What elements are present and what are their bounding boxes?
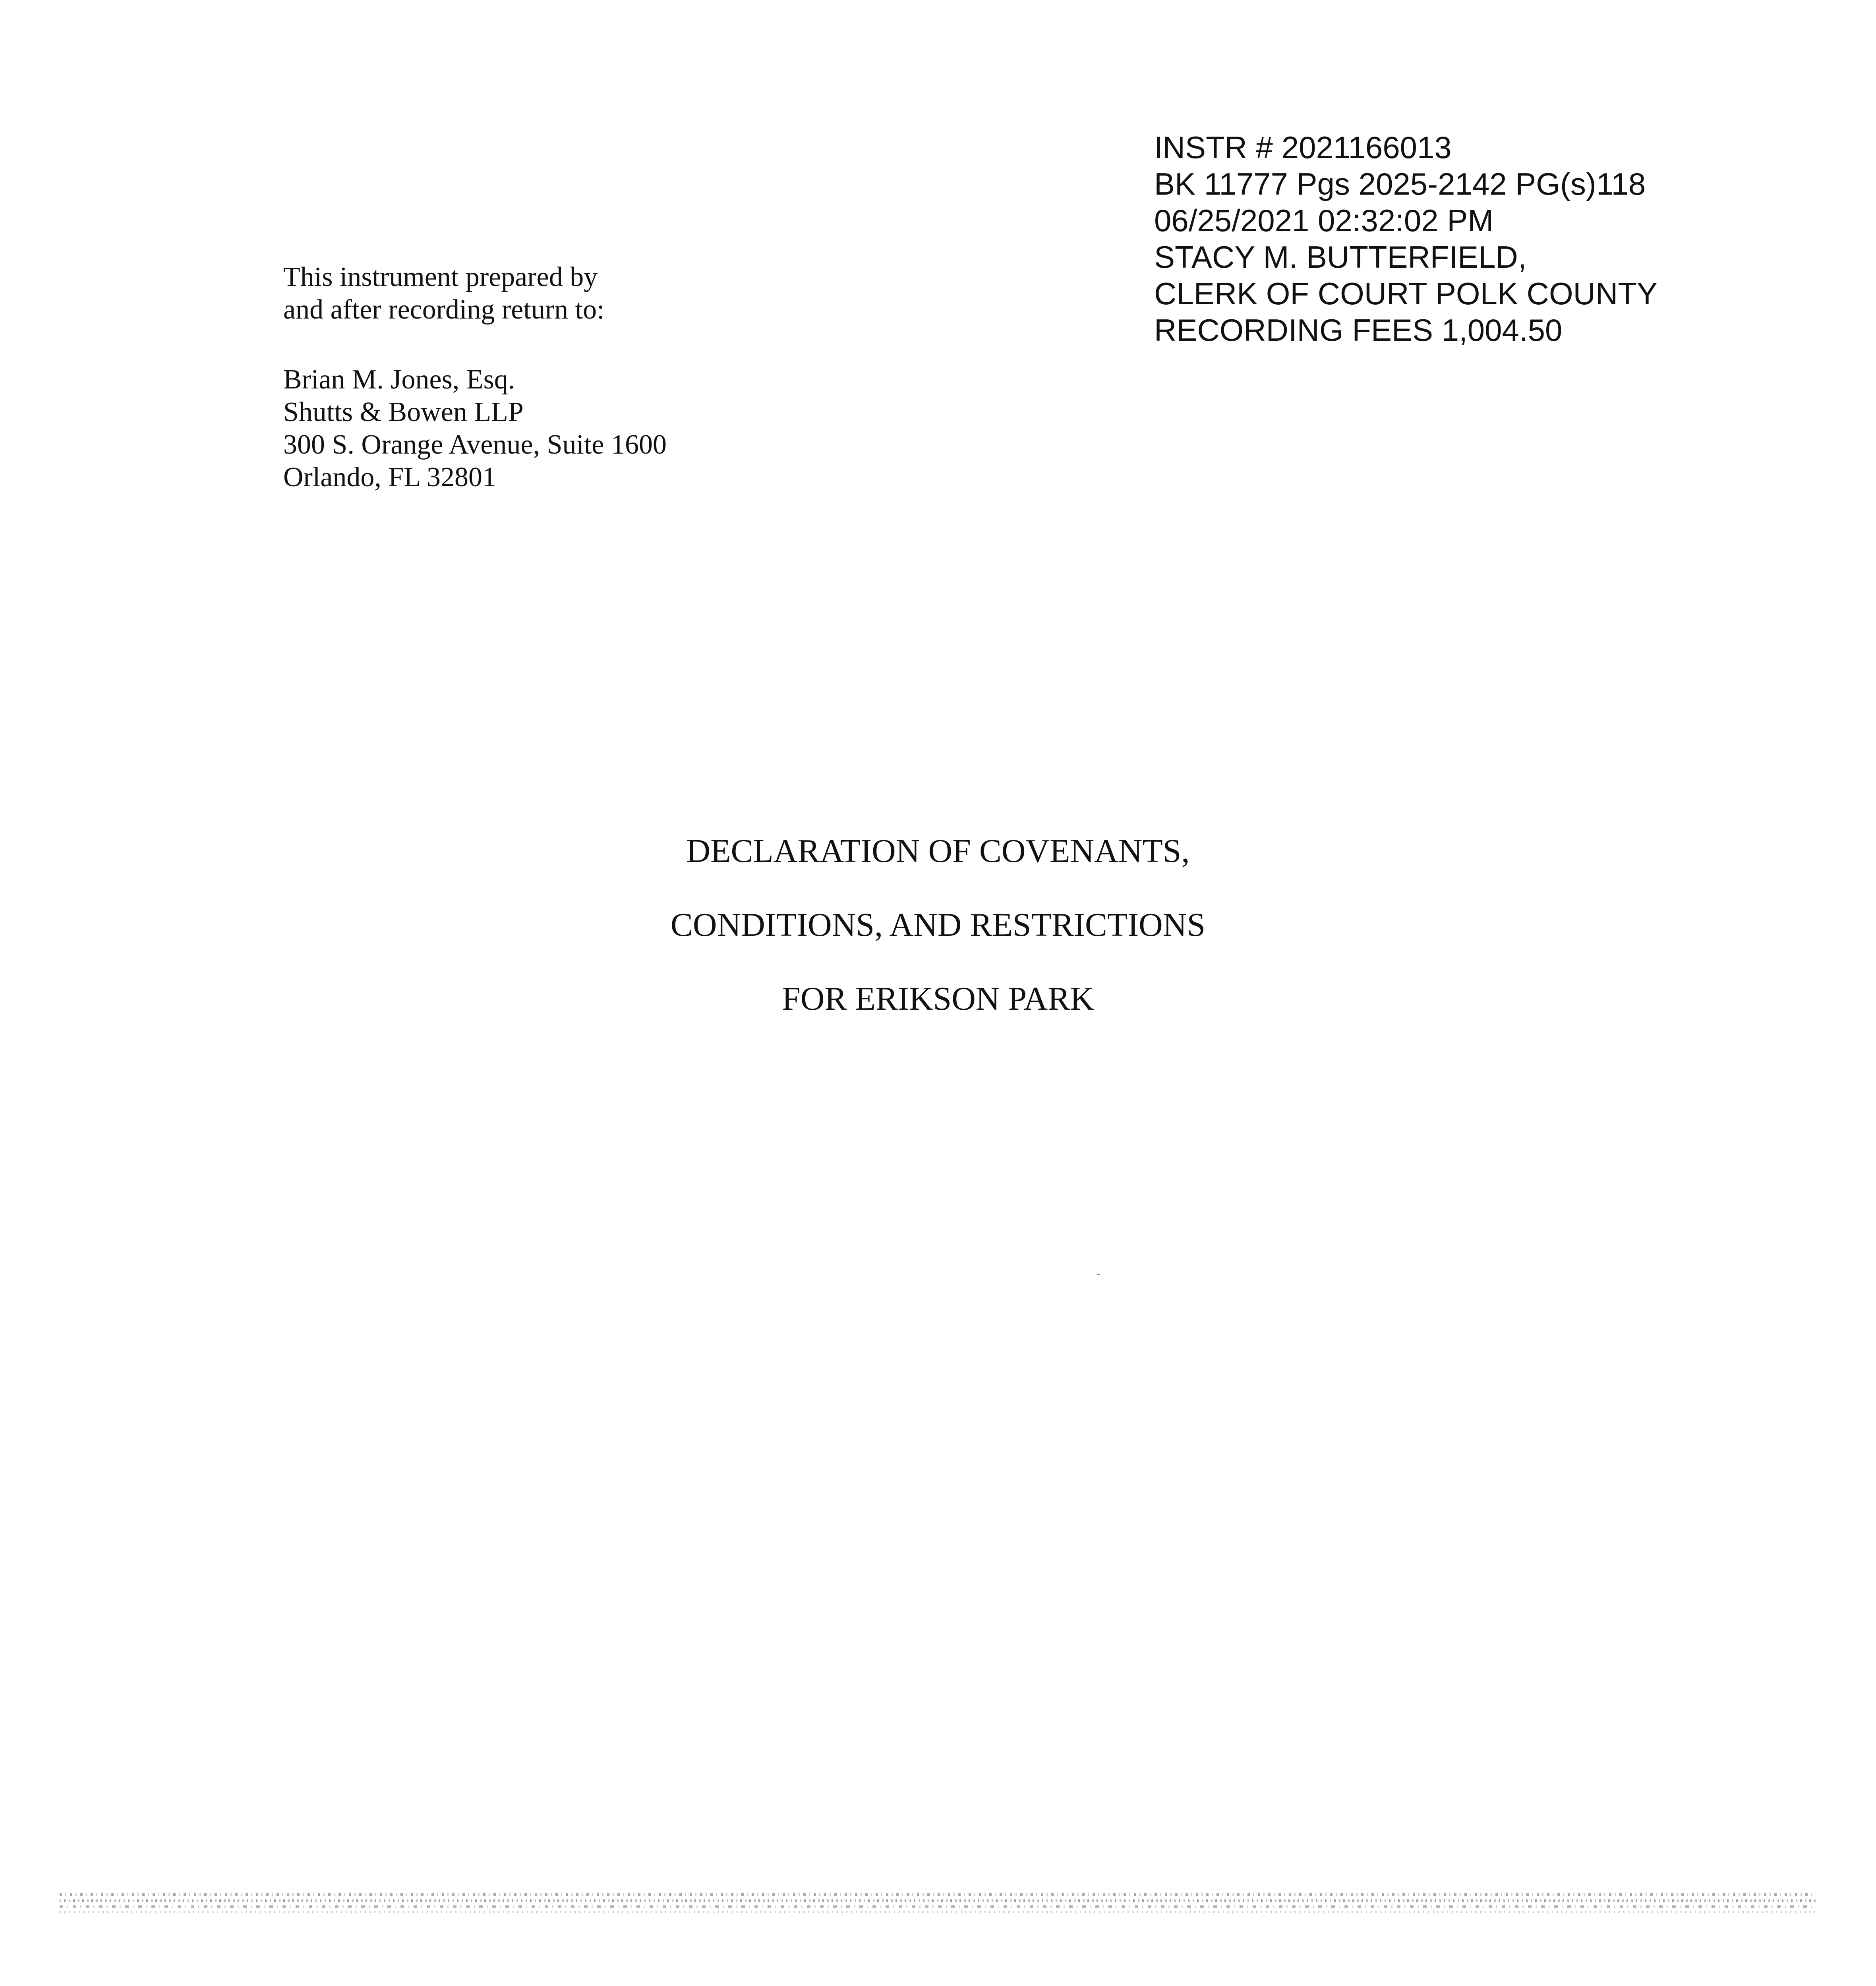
preparer-street: 300 S. Orange Avenue, Suite 1600 [283, 429, 667, 460]
recording-fees: RECORDING FEES 1,004.50 [1154, 313, 1563, 348]
clerk-name: STACY M. BUTTERFIELD, [1154, 240, 1527, 274]
return-to-label: and after recording return to: [283, 294, 605, 325]
recording-stamp [1154, 129, 1657, 348]
scan-noise-band [60, 1899, 1816, 1902]
preparer-city: Orlando, FL 32801 [283, 462, 496, 493]
preparer-block [283, 261, 667, 494]
recording-datetime: 06/25/2021 02:32:02 PM [1154, 203, 1494, 238]
title-line-3: FOR ERIKSON PARK [782, 980, 1094, 1017]
document-title [0, 814, 1876, 1036]
title-line-1: DECLARATION OF COVENANTS, [686, 833, 1190, 869]
preparer-firm: Shutts & Bowen LLP [283, 397, 524, 427]
prepared-by-label: This instrument prepared by [283, 262, 598, 292]
book-pages: BK 11777 Pgs 2025-2142 PG(s)118 [1154, 166, 1646, 201]
clerk-title: CLERK OF COURT POLK COUNTY [1154, 276, 1658, 311]
scan-noise-band [60, 1893, 1816, 1896]
scan-noise-band [60, 1905, 1816, 1908]
title-line-2: CONDITIONS, AND RESTRICTIONS [670, 906, 1206, 943]
scan-noise-band [60, 1911, 1816, 1913]
preparer-name: Brian M. Jones, Esq. [283, 364, 515, 395]
scan-speck [1097, 1274, 1100, 1275]
instrument-number: INSTR # 2021166013 [1154, 130, 1452, 165]
